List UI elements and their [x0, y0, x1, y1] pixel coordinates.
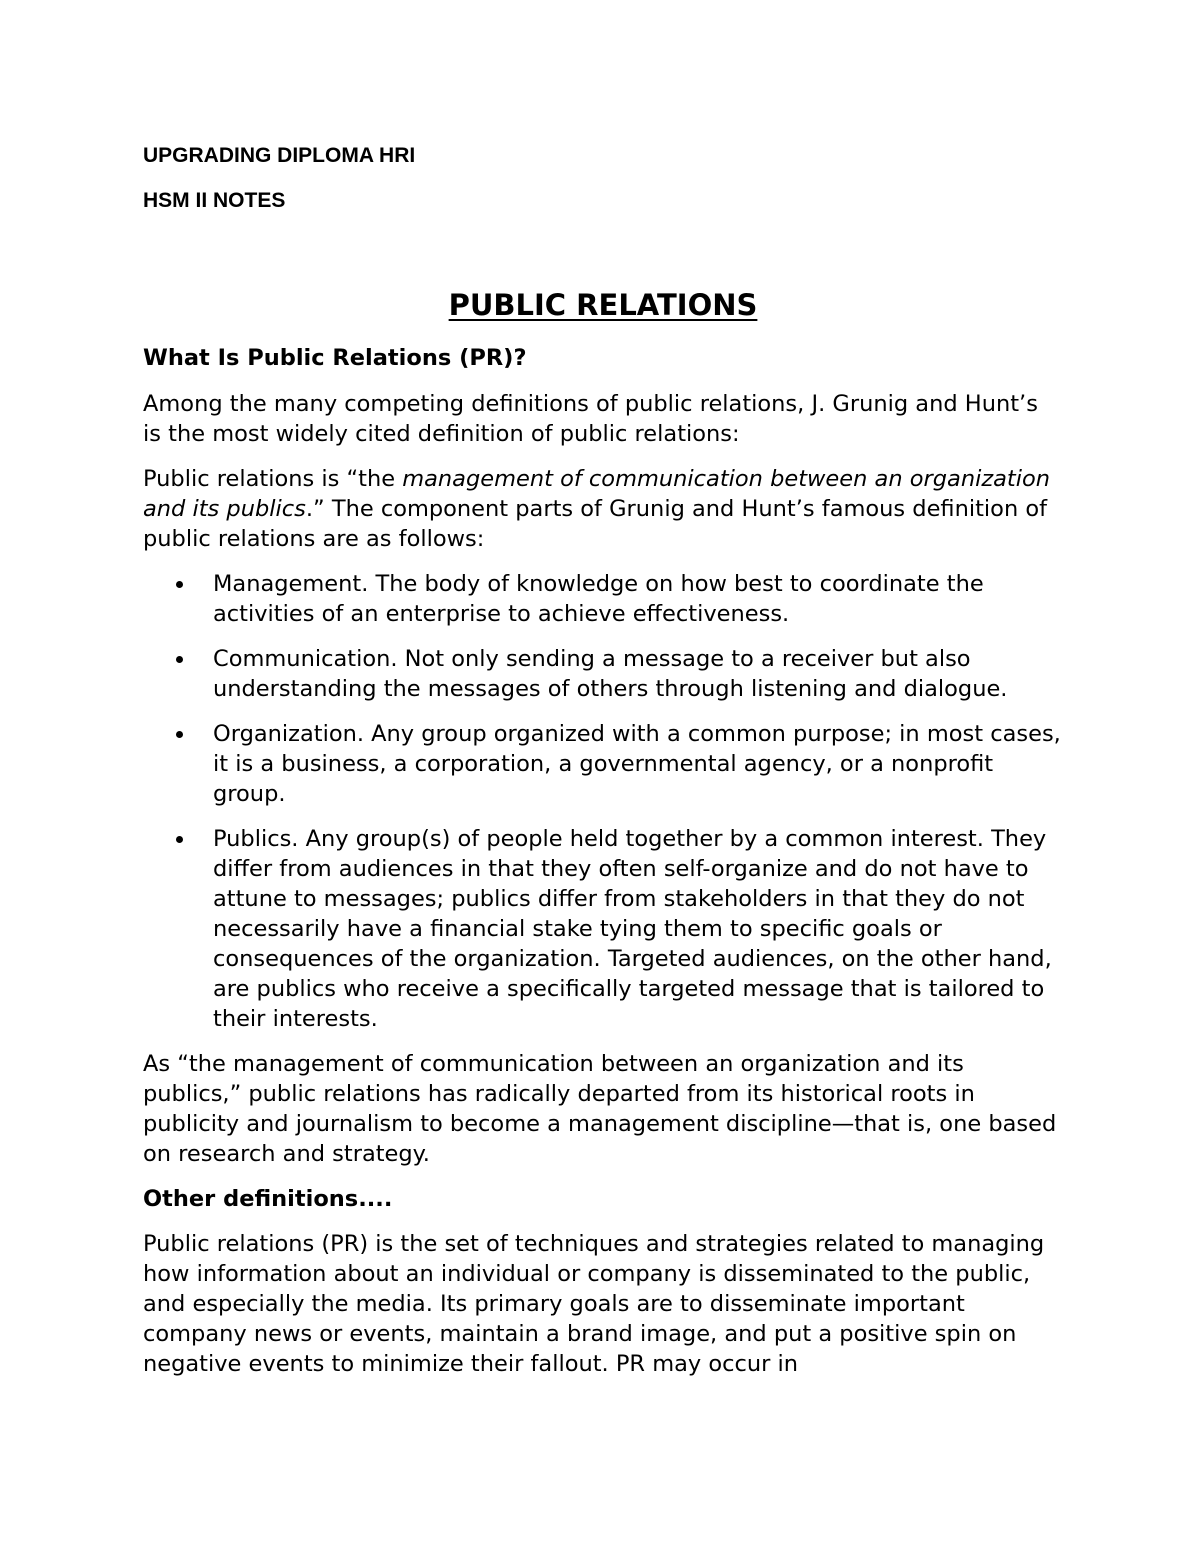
definition-components-list — [143, 569, 1063, 1034]
section-question: What Is Public Relations (PR)? — [143, 345, 527, 371]
definition-paragraph — [143, 464, 1063, 554]
notes-header: HSM II NOTES — [143, 189, 286, 212]
bullet-icon — [176, 731, 183, 738]
bullet-icon — [176, 656, 183, 663]
other-definitions-paragraph: Public relations (PR) is the set of techniques and strategies related to managing how information about an individual or company is disseminated to the public, and especially the media. Its primary goals are to disseminate important company news or events, maintain a brand image, and put a positive spin on negative events to minimize their fallout. PR may occur in — [143, 1231, 1045, 1377]
list-item — [143, 719, 1063, 809]
definition-emphasis: management of communication between an organization and its publics — [143, 466, 1051, 522]
list-item — [143, 824, 1063, 1034]
definition-suffix: .” The component parts of Grunig and Hunt’s famous definition of public relations are as follows: — [143, 496, 1048, 552]
list-item-text: Organization. Any group organized with a common purpose; in most cases, it is a business, a corporation, a governmental agency, or a nonprofit group. — [213, 721, 1061, 807]
closing-paragraph: As “the management of communication between an organization and its publics,” public relations has radically departed from its historical roots in publicity and journalism to become a management discipline—that is, one based on research and strategy. — [143, 1051, 1057, 1167]
definition-prefix: Public relations is “the — [143, 466, 403, 492]
bullet-icon — [176, 581, 183, 588]
course-header: UPGRADING DIPLOMA HRI — [143, 144, 416, 167]
list-item-text: Publics. Any group(s) of people held together by a common interest. They differ from audiences in that they often self-organize and do not have to attune to messages; publics differ from stakeholders in that they do not necessarily have a financial stake tying them to specific goals or consequences of the organization. Targeted audiences, on the other hand, are publics who receive a specifically targeted message that is tailored to their interests. — [213, 826, 1052, 1032]
list-item — [143, 569, 1063, 629]
document-body — [143, 286, 1063, 1394]
bullet-icon — [176, 836, 183, 843]
document-title: PUBLIC RELATIONS — [448, 288, 758, 322]
list-item — [143, 644, 1063, 704]
other-definitions-heading: Other definitions.... — [143, 1186, 393, 1212]
intro-paragraph: Among the many competing definitions of public relations, J. Grunig and Hunt’s is the most widely cited definition of public relations: — [143, 391, 1038, 447]
list-item-text: Communication. Not only sending a message to a receiver but also understanding the messages of others through listening and dialogue. — [213, 646, 1008, 702]
list-item-text: Management. The body of knowledge on how best to coordinate the activities of an enterprise to achieve effectiveness. — [213, 571, 984, 627]
